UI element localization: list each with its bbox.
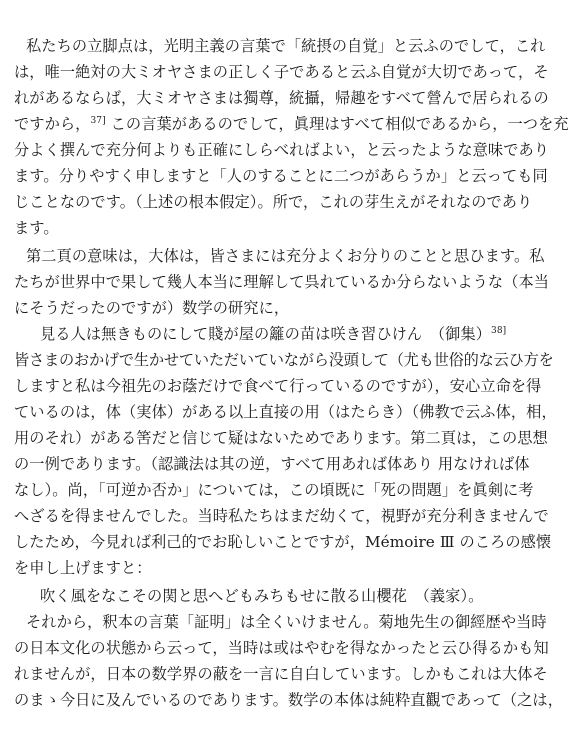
text-line: を申し上げますと：: [14, 559, 152, 577]
text-line: 皆さまのおかげで生かせていただいていながら没頭して（尤も世俗的な云ひ方を: [14, 351, 554, 369]
text-segment: この言葉があるのでして，眞理はすべて相似であるから，一つを充: [105, 115, 569, 133]
text-line: にそうだったのですが）数学の研究に，: [14, 299, 290, 317]
poem-text: 見る人は無きものにして賤が屋の籬の苗は咲き習ひけん （御集）: [40, 325, 492, 343]
text-line: 第二頁の意味は，大体は，皆さまには充分よくお分りのことと思ひます。私: [26, 247, 545, 265]
text-line: 私たちの立脚点は，光明主義の言葉で「統摂の自覚」と云ふのでして，これ: [26, 37, 546, 55]
text-line: したため，今見れば利己的でお恥しいことですが，Mémoire Ⅲ のころの感懐: [14, 533, 552, 551]
footnote-ref: 37]: [90, 115, 106, 126]
text-line: それから，釈本の言葉「証明」は全くいけません。菊地先生の御經歴や当時: [26, 613, 547, 631]
text-line: へざるを得ませんでした。当時私たちはまだ幼くて，視野が充分利きませんで: [14, 507, 549, 525]
text-line: ます。: [14, 219, 59, 237]
text-line: のまゝ今日に及んでいるのであります。数学の本体は純粋直觀であって（之は，: [14, 691, 563, 709]
text-line: れませんが，日本の数学界の蔽を一言に自白しています。しかもこれは大体そ: [14, 665, 548, 683]
text-line: は，唯一絶対の大ミオヤさまの正しく子であると云ふ自覚が大切であって，そ: [14, 63, 549, 81]
text-line: の日本文化の状態から云って，当時は或はやむを得なかったと云ひ得るかも知: [14, 639, 549, 657]
text-line: ているのは，体（実体）がある以上直接の用（はたらき）（佛教で云ふ体，相，: [14, 403, 557, 421]
text-line: の一例であります。（認識法は其の逆，すべて用あれば体あり 用なければ体: [14, 455, 530, 473]
text-line: 分よく撰んで充分何よりも正確にしらべればよい，と云ったような意味であり: [14, 141, 550, 159]
text-line: なし）。尚，「可逆か否か」については，この頃既に「死の問題」を眞剣に考: [14, 481, 534, 499]
text-segment: ですから，: [14, 115, 91, 133]
text-line: しますと私は今祖先のお蔭だけで食べて行っているのですが），安心立命を得: [14, 377, 542, 395]
text-line: [14, 111, 569, 137]
footnote-ref: 38]: [491, 325, 507, 336]
text-line: じことなのです。（上述の根本假定）。所で，これの芽生えがそれなのであり: [14, 193, 533, 211]
text-line: ます。分りやすく申しますと「人のすることに二つがあらうか」と云っても同: [14, 167, 548, 185]
text-line: れがあるならば，大ミオヤさまは獨尊，統攝，帰趣をすべて營んで居られるの: [14, 89, 549, 107]
text-line: たちが世界中で果して幾人本当に理解して呉れているか分らないような（本当: [14, 273, 550, 291]
text-line: 用のそれ）がある筈だと信じて疑はないためであります。第二頁は，この思想: [14, 429, 548, 447]
poem-line: [40, 321, 507, 347]
poem-line: 吹く風をなこその関と思へどもみちもせに散る山櫻花 （義家）。: [40, 587, 484, 605]
